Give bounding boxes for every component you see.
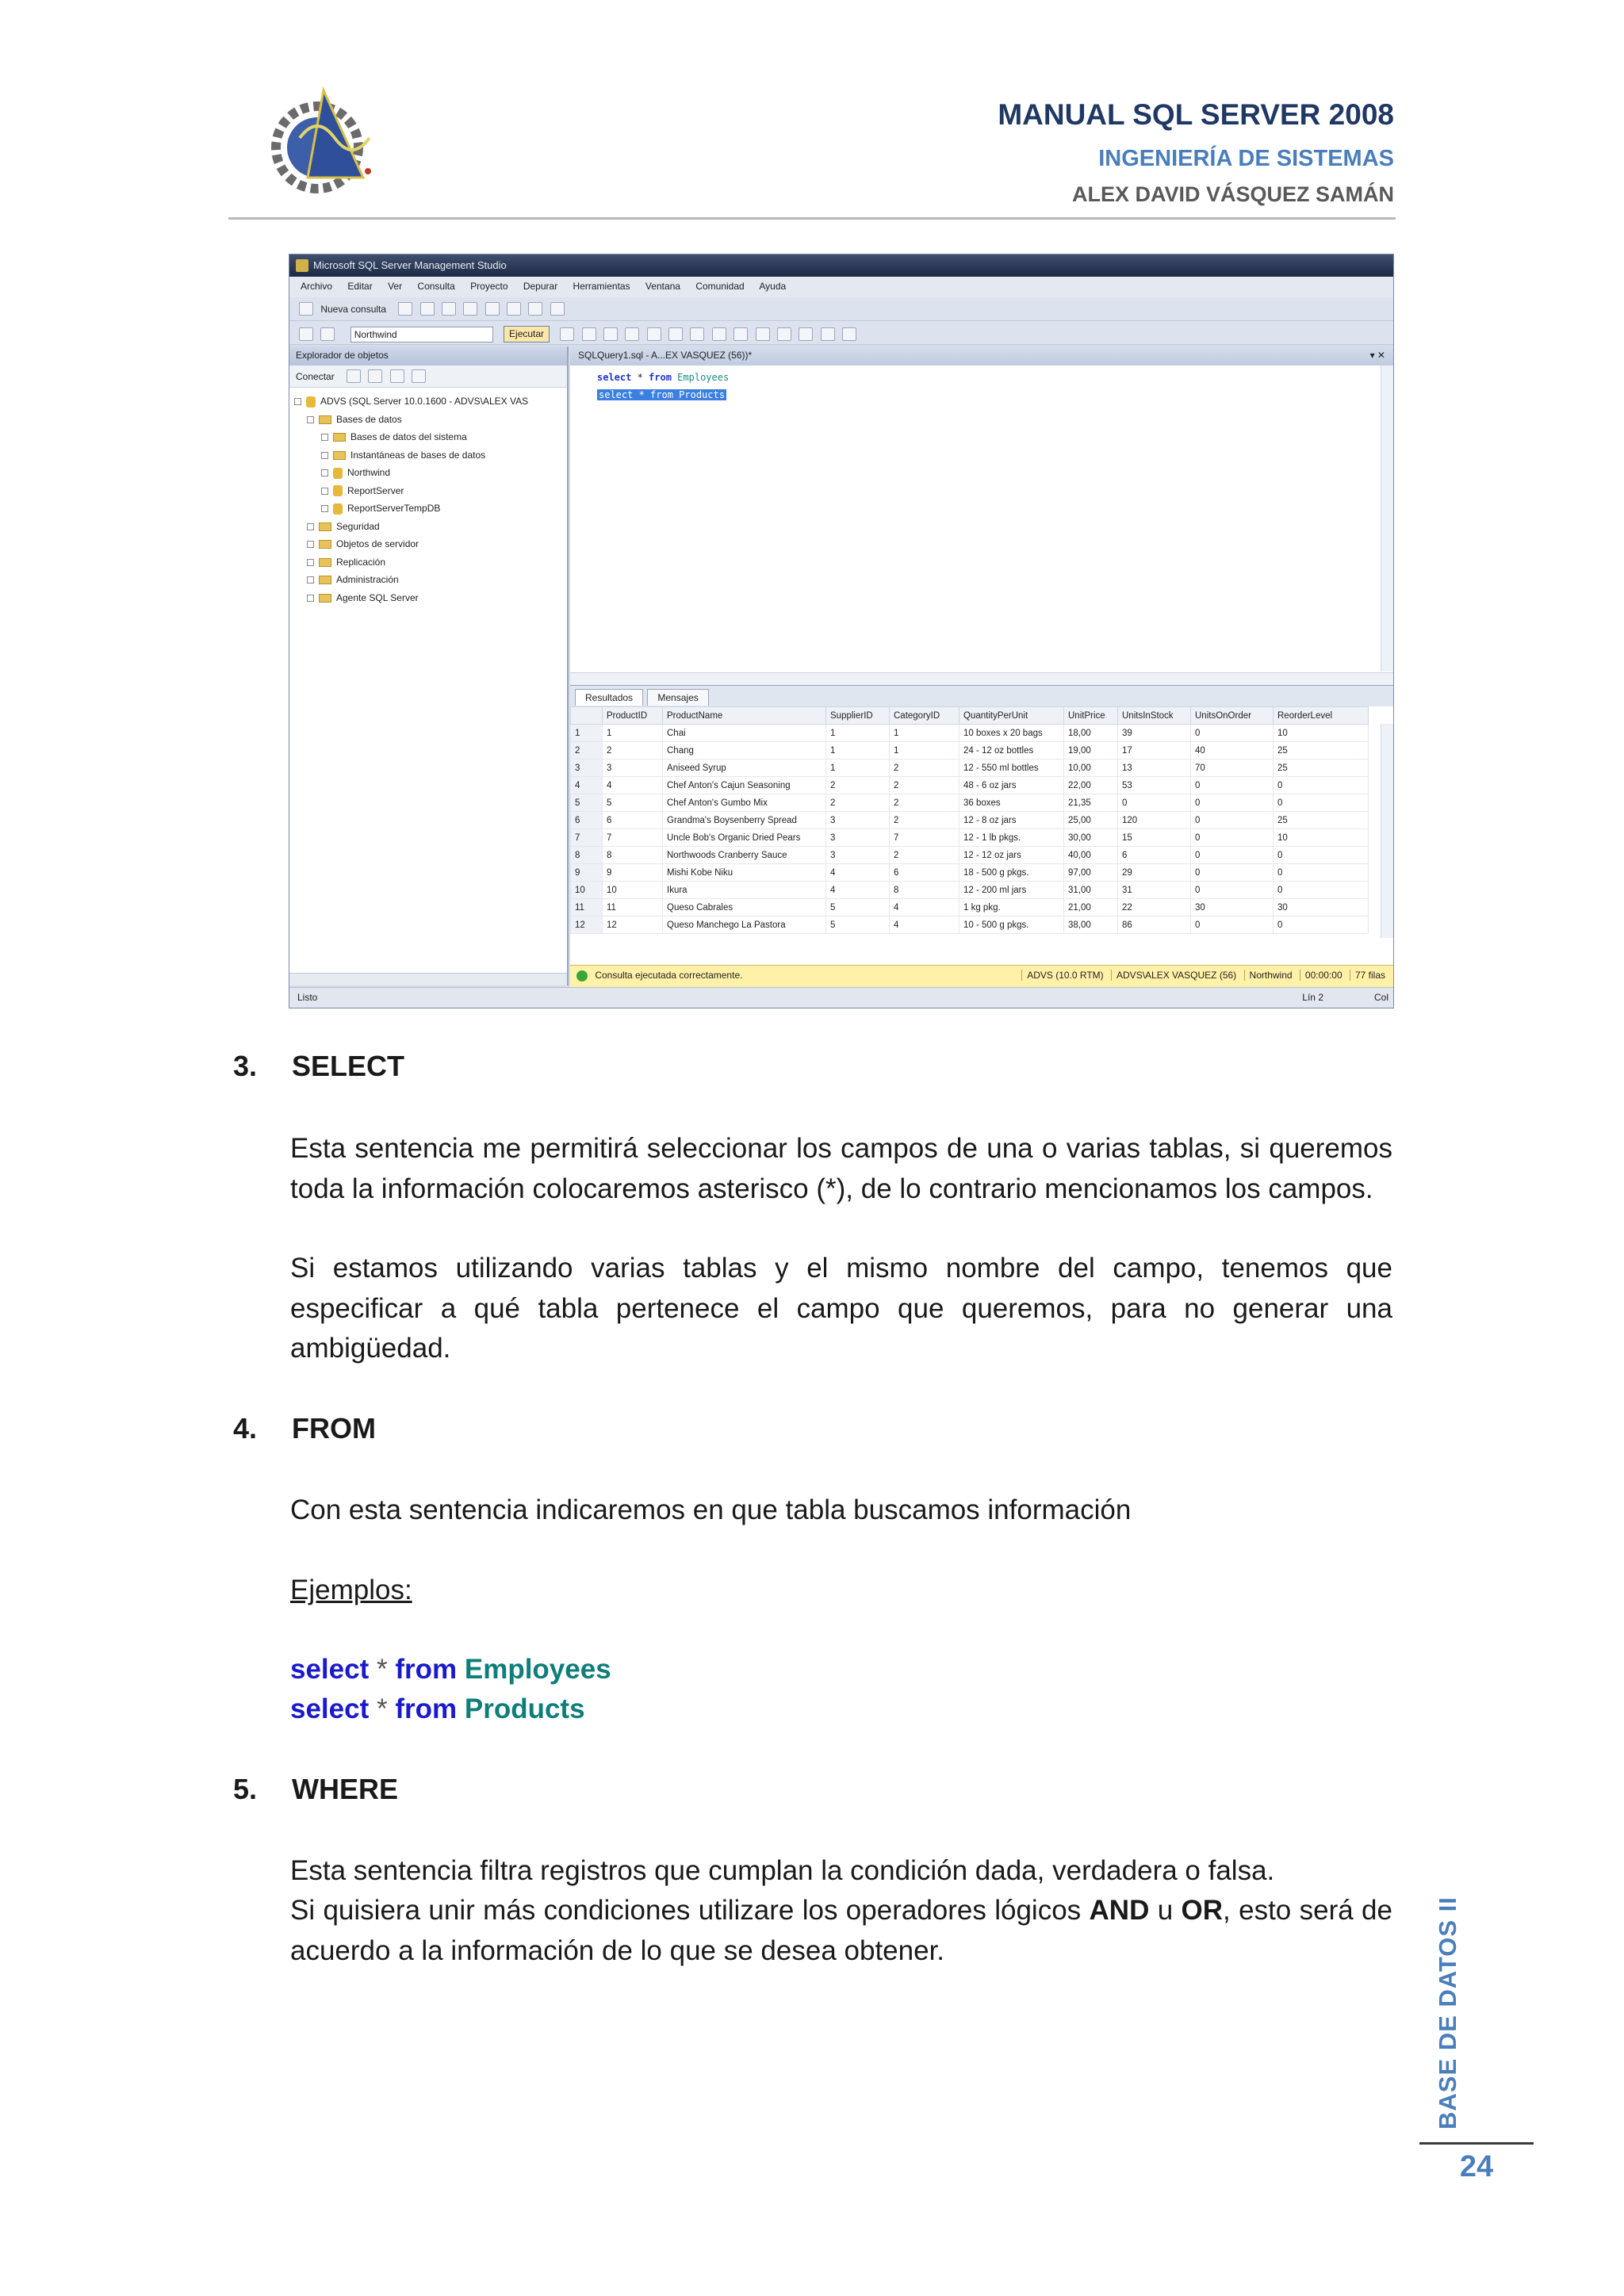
row-number[interactable]: 12 (571, 916, 603, 934)
menu-ventana[interactable]: Ventana (645, 281, 680, 292)
grid-body (571, 725, 1369, 934)
grid-column-header[interactable]: CategoryID (890, 707, 959, 725)
grid-cell[interactable]: 12 - 8 oz jars (959, 812, 1064, 829)
grid-cell[interactable]: 0 (1191, 864, 1274, 882)
grid-cell[interactable]: 40 (1191, 742, 1274, 760)
grid-cell[interactable]: 5 (826, 916, 890, 934)
grid-cell[interactable]: Ikura (663, 882, 826, 899)
status-user: ADVS\ALEX VASQUEZ (56) (1111, 970, 1241, 981)
grid-cell[interactable]: 0 (1274, 864, 1369, 882)
outdent-icon[interactable] (842, 327, 856, 341)
table-row[interactable] (571, 882, 1369, 899)
query-line-2 (597, 386, 1394, 404)
folder-icon (319, 558, 331, 567)
grid-cell[interactable]: 0 (1191, 777, 1274, 794)
menu-herramientas[interactable]: Herramientas (573, 281, 630, 292)
tree-node-replicacion[interactable]: Replicación (294, 553, 567, 572)
status-row-count: 77 filas (1350, 970, 1390, 981)
grid-cell[interactable]: 0 (1191, 916, 1274, 934)
status-elapsed-time: 00:00:00 (1300, 970, 1347, 981)
connect-icon[interactable] (299, 327, 313, 341)
row-number[interactable]: 1 (571, 725, 603, 742)
expand-icon[interactable] (321, 488, 328, 495)
grid-cell[interactable]: 4 (826, 864, 890, 882)
folder-icon (319, 576, 331, 584)
query-text[interactable] (570, 365, 1394, 404)
expand-icon[interactable] (307, 595, 314, 602)
grid-cell[interactable]: 0 (1274, 794, 1369, 812)
tab-resultados[interactable]: Resultados (575, 689, 643, 706)
grid-cell[interactable]: 1 (826, 760, 890, 777)
grid-cell[interactable]: 0 (1274, 777, 1369, 794)
where-operators-note: Si quisiera unir más condiciones utilizare los operadores lógicos AND u OR, esto será de acuerdo a la información de lo que se desea obtener. (290, 1895, 1392, 1966)
grid-cell[interactable]: 25 (1274, 742, 1369, 760)
grid-cell[interactable]: 18 - 500 g pkgs. (959, 864, 1064, 882)
expand-icon[interactable] (321, 452, 328, 459)
open-file-icon[interactable] (485, 302, 500, 316)
grid-cell[interactable]: 53 (1118, 777, 1191, 794)
select-description: Esta sentencia me permitirá seleccionar los campos de una o varias tablas, si queremos toda la información colocaremos asterisco (*), de lo contrario mencionamos los campos. (290, 1133, 1392, 1204)
grid-cell[interactable]: 11 (603, 899, 663, 916)
new-query-icon[interactable] (299, 302, 313, 316)
grid-cell[interactable]: 2 (890, 794, 959, 812)
query-line-1: select * from Employees (597, 372, 730, 383)
side-course-label: BASE DE DATOS II (1434, 1896, 1461, 2130)
grid-cell[interactable]: Chai (663, 725, 826, 742)
row-number[interactable]: 4 (571, 777, 603, 794)
stop-icon[interactable] (368, 369, 382, 383)
grid-cell[interactable]: 86 (1118, 916, 1191, 934)
grid-cell[interactable]: 12 - 12 oz jars (959, 847, 1064, 864)
grid-cell[interactable]: 0 (1274, 916, 1369, 934)
grid-cell[interactable]: Chef Anton's Gumbo Mix (663, 794, 826, 812)
grid-cell[interactable]: Queso Manchego La Pastora (663, 916, 826, 934)
grid-cell[interactable]: 2 (890, 777, 959, 794)
section-title: WHERE (292, 1773, 398, 1805)
tree-node-objetos-servidor[interactable]: Objetos de servidor (294, 535, 567, 553)
grid-cell[interactable]: 8 (890, 882, 959, 899)
grid-cell[interactable]: 9 (603, 864, 663, 882)
tree-node-northwind[interactable]: Northwind (294, 464, 567, 482)
results-pane (570, 686, 1394, 965)
grid-cell[interactable]: 39 (1118, 725, 1191, 742)
grid-cell[interactable]: Mishi Kobe Niku (663, 864, 826, 882)
status-line: Lín 2 (1302, 992, 1323, 1003)
results-to-grid-icon[interactable] (733, 327, 748, 341)
indent-icon[interactable] (821, 327, 835, 341)
grid-cell[interactable]: 22,00 (1064, 777, 1118, 794)
grid-cell[interactable]: 7 (603, 829, 663, 847)
grid-cell[interactable]: 4 (826, 882, 890, 899)
grid-cell[interactable]: 12 - 1 lb pkgs. (959, 829, 1064, 847)
grid-cell[interactable]: 2 (890, 760, 959, 777)
grid-cell[interactable]: 2 (826, 777, 890, 794)
results-to-file-icon[interactable] (756, 327, 770, 341)
table-row[interactable] (571, 916, 1369, 934)
row-number[interactable]: 6 (571, 812, 603, 829)
cancel-query-icon[interactable] (582, 327, 596, 341)
ssms-app-icon (296, 259, 308, 272)
tree-node-administracion[interactable]: Administración (294, 571, 567, 589)
grid-cell[interactable]: 0 (1191, 794, 1274, 812)
grid-cell[interactable]: 3 (603, 760, 663, 777)
query-tab[interactable] (570, 346, 1394, 365)
grid-cell[interactable]: 12 - 200 ml jars (959, 882, 1064, 899)
agent-icon (319, 594, 331, 603)
grid-cell[interactable]: 30,00 (1064, 829, 1118, 847)
tree-node-seguridad[interactable]: Seguridad (294, 518, 567, 536)
object-explorer-toolbar (289, 365, 567, 388)
grid-cell[interactable]: 0 (1191, 847, 1274, 864)
expand-icon[interactable] (307, 559, 314, 566)
uncomment-icon[interactable] (799, 327, 813, 341)
grid-cell[interactable]: 6 (603, 812, 663, 829)
display-plan-icon[interactable] (625, 327, 639, 341)
menu-depurar[interactable]: Depurar (523, 281, 558, 292)
grid-cell[interactable]: Northwoods Cranberry Sauce (663, 847, 826, 864)
section-number: 3. (233, 1050, 258, 1082)
grid-cell[interactable]: 2 (890, 847, 959, 864)
success-icon (576, 970, 588, 982)
object-explorer-header: Explorador de objetos (289, 346, 567, 365)
grid-column-header[interactable]: SupplierID (826, 707, 890, 725)
example-query-2: select * from Products (290, 1693, 585, 1724)
grid-cell[interactable]: 4 (890, 916, 959, 934)
row-number[interactable]: 11 (571, 899, 603, 916)
header-divider (228, 217, 1396, 220)
grid-cell[interactable]: 15 (1118, 829, 1191, 847)
new-query-button[interactable]: Nueva consulta (320, 303, 387, 315)
connection-info (1021, 970, 1390, 981)
table-row[interactable] (571, 777, 1369, 794)
grid-cell[interactable]: 4 (890, 899, 959, 916)
page-number: 24 (1459, 2150, 1494, 2183)
selected-query-text: select * from Products (599, 389, 725, 400)
comment-icon[interactable] (777, 327, 791, 341)
results-to-text-icon[interactable] (712, 327, 726, 341)
select-ambiguity-note: Si estamos utilizando varias tablas y el mismo nombre del campo, tenemos que especificar a qué tabla pertenece el campo que queremos, para no generar una ambigüedad. (290, 1253, 1392, 1364)
parse-icon[interactable] (603, 327, 618, 341)
grid-cell[interactable]: 24 - 12 oz bottles (959, 742, 1064, 760)
grid-cell[interactable]: 2 (890, 812, 959, 829)
grid-cell[interactable]: 1 (603, 725, 663, 742)
status-column: Col (1373, 992, 1388, 1003)
table-row[interactable] (571, 812, 1369, 829)
grid-column-header[interactable]: ReorderLevel (1274, 707, 1369, 725)
folder-icon (319, 522, 331, 531)
save-all-icon[interactable] (528, 302, 542, 316)
institution-logo (268, 82, 387, 201)
grid-cell[interactable]: 10 boxes x 20 bags (959, 725, 1064, 742)
grid-cell[interactable]: Chang (663, 742, 826, 760)
manual-title: MANUAL SQL SERVER 2008 (998, 98, 1394, 131)
grid-cell[interactable]: 70 (1191, 760, 1274, 777)
server-icon (306, 396, 316, 408)
query-tab-label: SQLQuery1.sql - A...EX VASQUEZ (56))* (578, 350, 753, 361)
analysis-query-icon[interactable] (442, 302, 456, 316)
grid-cell[interactable]: 29 (1118, 864, 1191, 882)
section-title: SELECT (292, 1050, 405, 1082)
example-query-1: select * from Employees (290, 1654, 611, 1685)
grid-cell[interactable]: 1 (890, 725, 959, 742)
grid-cell[interactable]: 10 - 500 g pkgs. (959, 916, 1064, 934)
connect-button[interactable]: Conectar (296, 370, 335, 382)
expand-icon[interactable] (321, 505, 328, 512)
query-options-icon[interactable] (647, 327, 661, 341)
grid-header-row (571, 707, 1369, 725)
query-status-bar (570, 965, 1394, 987)
section-title: FROM (292, 1412, 376, 1445)
grid-cell[interactable]: 10 (1274, 725, 1369, 742)
from-description: Con esta sentencia indicaremos en que tabla buscamos información (290, 1494, 1132, 1525)
where-description: Esta sentencia filtra registros que cumplan la condición dada, verdadera o falsa. (290, 1855, 1275, 1886)
grid-column-header[interactable]: QuantityPerUnit (959, 707, 1064, 725)
grid-cell[interactable]: 21,35 (1064, 794, 1118, 812)
status-ready: Listo (297, 992, 318, 1003)
menu-bar (289, 277, 1393, 297)
tree-node-system-databases[interactable]: Bases de datos del sistema (294, 428, 567, 446)
grid-cell[interactable]: 30 (1191, 899, 1274, 916)
query-toolbar (289, 321, 1393, 345)
expand-icon[interactable] (321, 434, 328, 441)
object-tree (289, 388, 567, 607)
expand-icon[interactable] (307, 523, 314, 530)
folder-icon (333, 451, 346, 460)
debug-icon[interactable] (560, 327, 574, 341)
window-title: Microsoft SQL Server Management Studio (313, 259, 507, 271)
menu-ayuda[interactable]: Ayuda (759, 281, 787, 292)
database-icon (333, 485, 343, 496)
refresh-icon[interactable] (412, 369, 426, 383)
database-icon (333, 503, 343, 515)
tree-node-reportserver[interactable]: ReportServer (294, 482, 567, 500)
row-number[interactable]: 9 (571, 864, 603, 882)
menu-archivo[interactable]: Archivo (301, 281, 333, 292)
window-titlebar (289, 254, 1393, 277)
grid-cell[interactable]: 120 (1118, 812, 1191, 829)
database-select[interactable]: Northwind (350, 327, 493, 342)
grid-cell[interactable]: 40,00 (1064, 847, 1118, 864)
grid-cell[interactable]: Aniseed Syrup (663, 760, 826, 777)
database-engine-query-icon[interactable] (420, 302, 435, 316)
editor-vertical-scrollbar[interactable] (1381, 365, 1393, 672)
close-icon[interactable]: ▾ ✕ (1369, 350, 1385, 361)
grid-cell[interactable]: 1 (826, 725, 890, 742)
examples-label: Ejemplos: (290, 1575, 412, 1605)
grid-cell[interactable]: 1 (826, 742, 890, 760)
tab-mensajes[interactable]: Mensajes (647, 689, 708, 706)
grid-cell[interactable]: 2 (603, 742, 663, 760)
grid-cell[interactable]: 97,00 (1064, 864, 1118, 882)
author-name: ALEX DAVID VÁSQUEZ SAMÁN (1071, 182, 1394, 206)
grid-cell[interactable]: 25 (1274, 760, 1369, 777)
grid-cell[interactable]: 17 (1118, 742, 1191, 760)
results-vertical-scrollbar[interactable] (1381, 724, 1393, 938)
menu-consulta[interactable]: Consulta (417, 281, 455, 292)
intellisense-icon[interactable] (668, 327, 683, 341)
app-status-bar (289, 987, 1393, 1008)
grid-cell[interactable]: 12 (603, 916, 663, 934)
status-server: ADVS (10.0 RTM) (1021, 970, 1108, 981)
grid-cell[interactable]: 1 kg pkg. (959, 899, 1064, 916)
new-file-icon[interactable] (398, 302, 412, 316)
grid-cell[interactable]: 0 (1274, 882, 1369, 899)
table-row[interactable] (571, 847, 1369, 864)
grid-cell[interactable]: 12 - 550 ml bottles (959, 760, 1064, 777)
grid-column-header[interactable]: ProductName (663, 707, 826, 725)
grid-column-header[interactable]: UnitPrice (1064, 707, 1118, 725)
and-operator: AND (1089, 1895, 1150, 1926)
row-number[interactable]: 10 (571, 882, 603, 899)
grid-column-header[interactable] (571, 707, 603, 725)
table-row[interactable] (571, 829, 1369, 847)
status-database: Northwind (1244, 970, 1297, 981)
or-operator: OR (1181, 1895, 1224, 1926)
table-row[interactable] (571, 864, 1369, 882)
results-tabs (570, 686, 1394, 706)
row-number[interactable]: 5 (571, 794, 603, 812)
table-row[interactable] (571, 794, 1369, 812)
mdx-query-icon[interactable] (463, 302, 477, 316)
tree-server-node[interactable]: ADVS (SQL Server 10.0.1600 - ADVS\ALEX VAS (294, 392, 567, 411)
collapse-icon[interactable] (307, 416, 314, 423)
expand-icon[interactable] (307, 541, 314, 548)
grid-cell[interactable]: Grandma's Boysenberry Spread (663, 812, 826, 829)
query-editor (570, 346, 1394, 686)
grid-cell[interactable]: 8 (603, 847, 663, 864)
menu-proyecto[interactable]: Proyecto (470, 281, 508, 292)
change-connection-icon[interactable] (320, 327, 335, 341)
grid-cell[interactable]: 3 (826, 829, 890, 847)
table-row[interactable] (571, 742, 1369, 760)
menu-comunidad[interactable]: Comunidad (695, 281, 745, 292)
table-row[interactable] (571, 760, 1369, 777)
grid-cell[interactable]: 6 (1118, 847, 1191, 864)
grid-cell[interactable]: 6 (890, 864, 959, 882)
collapse-icon[interactable] (294, 398, 301, 405)
grid-cell[interactable]: 0 (1191, 829, 1274, 847)
row-number[interactable]: 2 (571, 742, 603, 760)
grid-cell[interactable]: Queso Cabrales (663, 899, 826, 916)
grid-column-header[interactable]: ProductID (603, 707, 663, 725)
menu-editar[interactable]: Editar (347, 281, 373, 292)
save-icon[interactable] (507, 302, 521, 316)
grid-cell[interactable]: 2 (826, 794, 890, 812)
grid-cell[interactable]: 3 (826, 847, 890, 864)
grid-cell[interactable]: 0 (1191, 812, 1274, 829)
results-grid (570, 706, 1369, 934)
grid-cell[interactable]: Uncle Bob's Organic Dried Pears (663, 829, 826, 847)
table-row[interactable] (571, 725, 1369, 742)
career-subtitle: INGENIERÍA DE SISTEMAS (1098, 146, 1394, 171)
tree-node-reportservertempdb[interactable]: ReportServerTempDB (294, 499, 567, 518)
folder-icon (333, 433, 346, 442)
grid-cell[interactable]: 1 (890, 742, 959, 760)
grid-cell[interactable]: 10,00 (1064, 760, 1118, 777)
grid-cell[interactable]: 30 (1274, 899, 1369, 916)
row-number[interactable]: 7 (571, 829, 603, 847)
object-explorer-scrollbar[interactable] (289, 973, 567, 985)
grid-cell[interactable]: 0 (1274, 847, 1369, 864)
standard-toolbar (289, 297, 1393, 321)
grid-cell[interactable]: 18,00 (1064, 725, 1118, 742)
grid-cell[interactable]: 36 boxes (959, 794, 1064, 812)
section-number: 4. (233, 1412, 258, 1445)
row-number[interactable]: 3 (571, 760, 603, 777)
grid-cell[interactable]: 22 (1118, 899, 1191, 916)
grid-cell[interactable]: 5 (826, 899, 890, 916)
editor-horizontal-scrollbar[interactable] (570, 672, 1394, 685)
grid-cell[interactable]: 3 (826, 812, 890, 829)
grid-column-header[interactable]: UnitsInStock (1118, 707, 1191, 725)
tree-node-snapshots[interactable]: Instantáneas de bases de datos (294, 446, 567, 465)
include-plan-icon[interactable] (690, 327, 704, 341)
folder-icon (319, 540, 331, 549)
grid-cell[interactable]: 19,00 (1064, 742, 1118, 760)
expand-icon[interactable] (321, 469, 328, 476)
grid-cell[interactable]: 31 (1118, 882, 1191, 899)
grid-cell[interactable]: 38,00 (1064, 916, 1118, 934)
section-number: 5. (233, 1773, 258, 1805)
grid-column-header[interactable]: UnitsOnOrder (1191, 707, 1274, 725)
grid-cell[interactable]: 4 (603, 777, 663, 794)
menu-ver[interactable]: Ver (388, 281, 403, 292)
grid-cell[interactable]: 13 (1118, 760, 1191, 777)
grid-cell[interactable]: 7 (890, 829, 959, 847)
side-divider (1419, 2142, 1534, 2145)
activity-monitor-icon[interactable] (550, 302, 565, 316)
execute-button[interactable]: Ejecutar (504, 326, 550, 342)
ssms-screenshot (289, 254, 1394, 1008)
expand-icon[interactable] (307, 576, 314, 584)
disconnect-icon[interactable] (347, 369, 361, 383)
object-explorer (289, 346, 569, 985)
table-row[interactable] (571, 899, 1369, 916)
grid-cell[interactable]: Chef Anton's Cajun Seasoning (663, 777, 826, 794)
grid-cell[interactable]: 10 (1274, 829, 1369, 847)
grid-cell[interactable]: 10 (603, 882, 663, 899)
grid-cell[interactable]: 0 (1191, 882, 1274, 899)
grid-cell[interactable]: 0 (1118, 794, 1191, 812)
grid-cell[interactable]: 5 (603, 794, 663, 812)
tree-node-bases-de-datos[interactable]: Bases de datos (294, 411, 567, 429)
grid-cell[interactable]: 31,00 (1064, 882, 1118, 899)
grid-cell[interactable]: 25,00 (1064, 812, 1118, 829)
grid-cell[interactable]: 0 (1191, 725, 1274, 742)
grid-cell[interactable]: 21,00 (1064, 899, 1118, 916)
grid-cell[interactable]: 48 - 6 oz jars (959, 777, 1064, 794)
database-icon (333, 468, 343, 479)
folder-icon (319, 415, 331, 424)
tree-node-agente-sql[interactable]: Agente SQL Server (294, 589, 567, 607)
query-status-message: Consulta ejecutada correctamente. (595, 970, 743, 981)
filter-icon[interactable] (390, 369, 404, 383)
grid-cell[interactable]: 25 (1274, 812, 1369, 829)
row-number[interactable]: 8 (571, 847, 603, 864)
